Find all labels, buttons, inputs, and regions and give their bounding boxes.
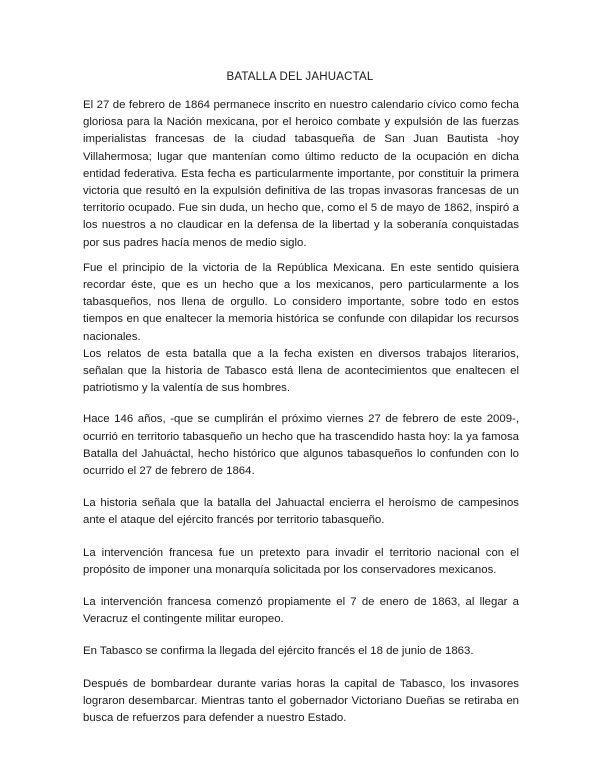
- document-body: [83, 97, 519, 727]
- paragraph-4: Hace 146 años, -que se cumplirán el próximo viernes 27 de febrero de este 2009-, ocurrió en territorio tabasqueño un hecho que ha trascendido hasta hoy: la ya famosa Batalla del Jahuáctal, hecho histórico que algunos tabasqueños lo confunden con lo ocurrido el 27 de febrero de 1864.: [83, 413, 519, 478]
- document-title: BATALLA DEL JAHUACTAL: [226, 71, 374, 83]
- paragraph-5: La historia señala que la batalla del Jahuactal encierra el heroísmo de campesinos ante el ataque del ejército francés por territorio tabasqueño.: [83, 497, 519, 527]
- paragraph-2: Fue el principio de la victoria de la República Mexicana. En este sentido quisiera recordar éste, que es un hecho que a los mexicanos, pero particularmente a los tabasqueños, nos llena de orgullo. Lo considero importante, sobre todo en estos tiempos en que enaltecer la memoria histórica se confunde con dilapidar los recursos nacionales.: [83, 261, 519, 343]
- paragraph-1: El 27 de febrero de 1864 permanece inscrito en nuestro calendario cívico como fecha gloriosa para la Nación mexicana, por el heroico combate y expulsión de las fuerzas imperialistas francesas de la ciudad tabasqueña de San Juan Bautista -hoy Villahermosa; lugar que mantenían como último reducto de la ocupación en dicha entidad federativa. Esta fecha es particularmente importante, por constituir la primera victoria que resultó en la expulsión definitiva de las tropas invasoras francesas de un territorio ocupado. Fue sin duda, un hecho que, como el 5 de mayo de 1862, inspiró a los nuestros a no claudicar en la defensa de la libertad y la soberanía conquistadas por sus padres hacía menos de medio siglo.: [83, 99, 519, 249]
- paragraph-8: En Tabasco se confirma la llegada del ejército francés el 18 de junio de 1863.: [83, 645, 474, 658]
- paragraph-7: La intervención francesa comenzó propiamente el 7 de enero de 1863, al llegar a Veracruz el contingente militar europeo.: [83, 596, 519, 626]
- paragraph-9: Después de bombardear durante varias horas la capital de Tabasco, los invasores lograron desembarcar. Mientras tanto el gobernador Victoriano Dueñas se retiraba en busca de refuerzos para defender a nuestro Estado.: [83, 677, 519, 725]
- paragraph-6: La intervención francesa fue un pretexto para invadir el territorio nacional con el propósito de imponer una monarquía solicitada por los conservadores mexicanos.: [83, 546, 519, 576]
- paragraph-3: Los relatos de esta batalla que a la fecha existen en diversos trabajos literarios, señalan que la historia de Tabasco está llena de acontecimientos que enaltecen el patriotismo y la valentía de sus hombres.: [83, 347, 519, 395]
